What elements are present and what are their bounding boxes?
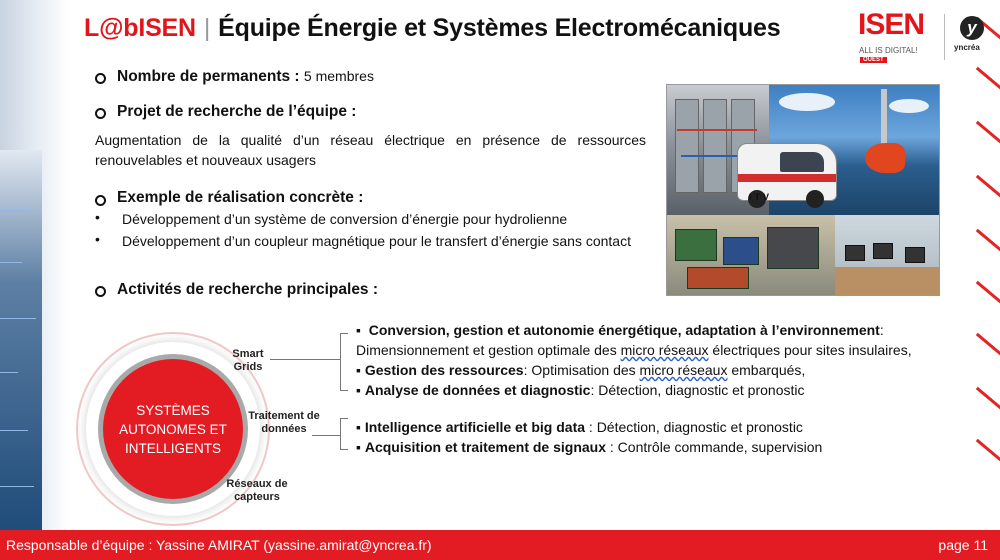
- bullet-dot-icon: •: [95, 231, 100, 247]
- bullet-dot-icon: •: [95, 209, 100, 225]
- title-separator: |: [203, 14, 211, 42]
- project-photo-collage: [666, 84, 940, 296]
- footer-bar: [0, 530, 1000, 560]
- connector-line: [340, 418, 341, 450]
- circle-bullet-icon: [95, 195, 106, 206]
- activity-item: ▪ Conversion, gestion et autonomie énergétique, adaptation à l’environnement:: [356, 322, 884, 338]
- connector-line: [340, 333, 348, 334]
- projet-text: Augmentation de la qualité d’un réseau électrique en présence de ressources renouvelables et nouveaux usagers: [95, 132, 646, 168]
- connector-line: [312, 435, 340, 436]
- lab-bench-photo: [667, 215, 835, 295]
- permanents-value: 5 membres: [303, 68, 374, 84]
- diagram-label-smart-grids: Smart Grids: [232, 348, 264, 373]
- logo-divider: [944, 14, 945, 60]
- connector-line: [340, 333, 341, 391]
- activity-item: ▪ Intelligence artificielle et big data : Détection, diagnostic et pronostic: [356, 419, 803, 435]
- circle-bullet-icon: [95, 73, 106, 84]
- test-lab-photo: [835, 215, 939, 295]
- photo-caption: ITV: [749, 192, 773, 202]
- connector-line: [340, 418, 348, 419]
- left-decoration-strip: [0, 0, 70, 530]
- permanents-heading: Nombre de permanents : 5 membres: [117, 68, 374, 85]
- page-number: page 11: [938, 537, 988, 553]
- exemple-item: Développement d’un système de conversion d’énergie pour hydrolienne: [122, 211, 568, 227]
- connector-line: [270, 359, 340, 360]
- activity-item: Dimensionnement et gestion optimale des micro réseaux électriques pour sites insulaires,: [356, 342, 912, 358]
- right-decoration-strokes: [960, 0, 1000, 530]
- exemple-heading: Exemple de réalisation concrète :: [117, 189, 364, 206]
- diagram-center-label: SYSTÈMES AUTONOMES ET INTELLIGENTS: [119, 402, 227, 456]
- connector-line: [340, 390, 348, 391]
- slide-title: [84, 14, 780, 43]
- diagram-label-reseaux: Réseaux de capteurs: [226, 478, 288, 503]
- isen-logo: ISEN ALL IS DIGITAL! OUEST: [858, 8, 925, 63]
- connector-line: [340, 449, 348, 450]
- activity-item: ▪ Analyse de données et diagnostic: Détection, diagnostic et pronostic: [356, 382, 805, 398]
- activity-item: ▪ Acquisition et traitement de signaux : Contrôle commande, supervision: [356, 439, 823, 455]
- circle-bullet-icon: [95, 108, 106, 119]
- footer-contact: Responsable d’équipe : Yassine AMIRAT (yassine.amirat@yncrea.fr): [6, 537, 432, 553]
- exemple-item: Développement d’un coupleur magnétique pour le transfert d’énergie sans contact: [122, 233, 631, 249]
- activites-heading: Activités de recherche principales :: [117, 281, 379, 298]
- diagram-label-traitement: Traitement de données: [248, 410, 320, 435]
- activity-item: ▪ Gestion des ressources: Optimisation des micro réseaux embarqués,: [356, 362, 806, 378]
- yncrea-logo: y yncréa: [954, 14, 994, 64]
- circle-bullet-icon: [95, 286, 106, 297]
- projet-heading: Projet de recherche de l’équipe :: [117, 103, 357, 120]
- title-text: Équipe Énergie et Systèmes Electromécaniques: [218, 14, 781, 42]
- labisen-brand: L@bISEN: [84, 14, 196, 42]
